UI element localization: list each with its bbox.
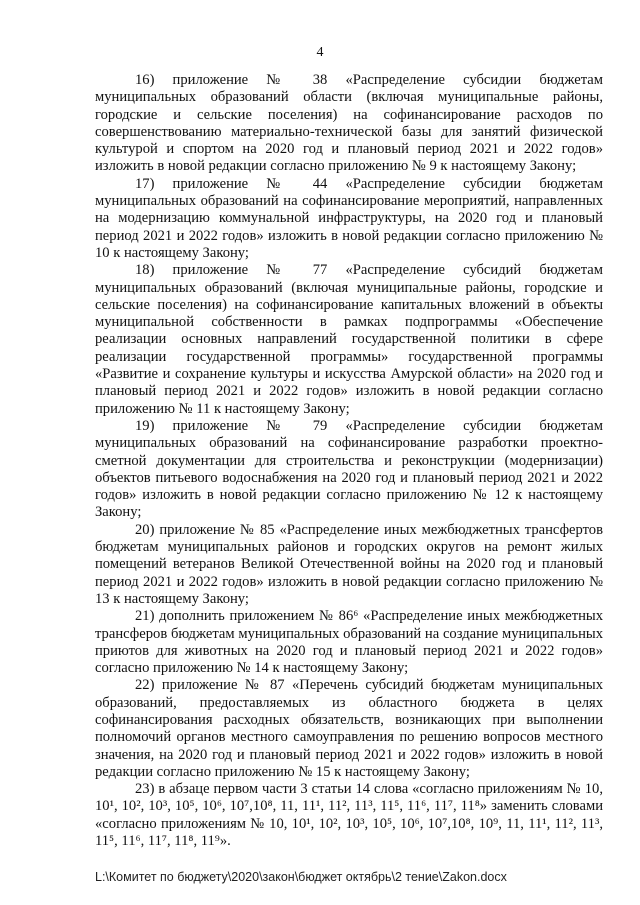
page-number: 4 (316, 45, 324, 60)
document-body (95, 72, 603, 850)
paragraph-item-19: 19) приложение № 79 «Распределение субсидии бюджетам муниципальных образований на софинансирование разработки проектно-сметной документации для строительства и реконструкции (модернизации) объектов питьевого водоснабжения на 2020 год и плановый период 2021 и 2022 годов» изложить в новой редакции согласно приложению № 12 к настоящему Закону; (95, 417, 603, 521)
paragraph-item-16: 16) приложение № 38 «Распределение субсидии бюджетам муниципальных образований области (включая муниципальные районы, городские и сельские поселения) на софинансирование расходов по совершенствованию материально-технической базы для занятий физической культурой и спортом на 2020 год и плановый период 2021 и 2022 годов» изложить в новой редакции согласно приложению № 9 к настоящему Закону; (95, 72, 603, 175)
paragraph-item-23: 23) в абзаце первом части 3 статьи 14 слова «согласно приложениям № 10, 10¹, 10², 10³, 10⁵, 10⁶, 10⁷,10⁸, 11, 11¹, 11², 11³, 11⁵, 11⁶, 11⁷, 11⁸» заменить словами «согласно приложениям № 10, 10¹, 10², 10³, 10⁵, 10⁶, 10⁷,10⁸, 10⁹, 11, 11¹, 11², 11³, 11⁵, 11⁶, 11⁷, 11⁸, 11⁹». (95, 781, 603, 850)
paragraph-item-17: 17) приложение № 44 «Распределение субсидии бюджетам муниципальных образований на софинансирование мероприятий, направленных на модернизацию коммунальной инфраструктуры, на 2020 год и плановый период 2021 и 2022 годов» изложить в новой редакции согласно приложению № 10 к настоящему Закону; (95, 175, 603, 261)
footer-file-path: L:\Комитет по бюджету\2020\закон\бюджет октябрь\2 тение\Zakon.docx (95, 870, 507, 884)
paragraph-item-22: 22) приложение № 87 «Перечень субсидий бюджетам муниципальных образований, предоставляемых из областного бюджета в целях софинансирования расходных обязательств, возникающих при выполнении полномочий органов местного самоуправления по решению вопросов местного значения, на 2020 год и плановый период 2021 и 2022 годов» изложить в новой редакции согласно приложению № 15 к настоящему Закону; (95, 677, 603, 780)
paragraph-item-18: 18) приложение № 77 «Распределение субсидий бюджетам муниципальных образований (включая муниципальные районы, городские и сельские поселения) на софинансирование капитальных вложений в объекты муниципальной собственности в рамках подпрограммы «Обеспечение реализации основных направлений государственной политики в сфере реализации государственной программы» государственной программы «Развитие и сохранение культуры и искусства Амурской области» на 2020 год и плановый период 2021 и 2022 годов» изложить в новой редакции согласно приложению № 11 к настоящему Закону; (95, 262, 603, 417)
paragraph-item-20: 20) приложение № 85 «Распределение иных межбюджетных трансфертов бюджетам муниципальных районов и городских округов на ремонт жилых помещений ветеранов Великой Отечественной войны на 2020 год и плановый период 2021 и 2022 годов» изложить в новой редакции согласно приложению № 13 к настоящему Закону; (95, 521, 603, 607)
paragraph-item-21: 21) дополнить приложением № 86⁶ «Распределение иных межбюджетных трансферов бюджетам муниципальных образований на создание муниципальных приютов для животных на 2020 год и плановый период 2021 и 2022 годов» согласно приложению № 14 к настоящему Закону; (95, 608, 603, 677)
